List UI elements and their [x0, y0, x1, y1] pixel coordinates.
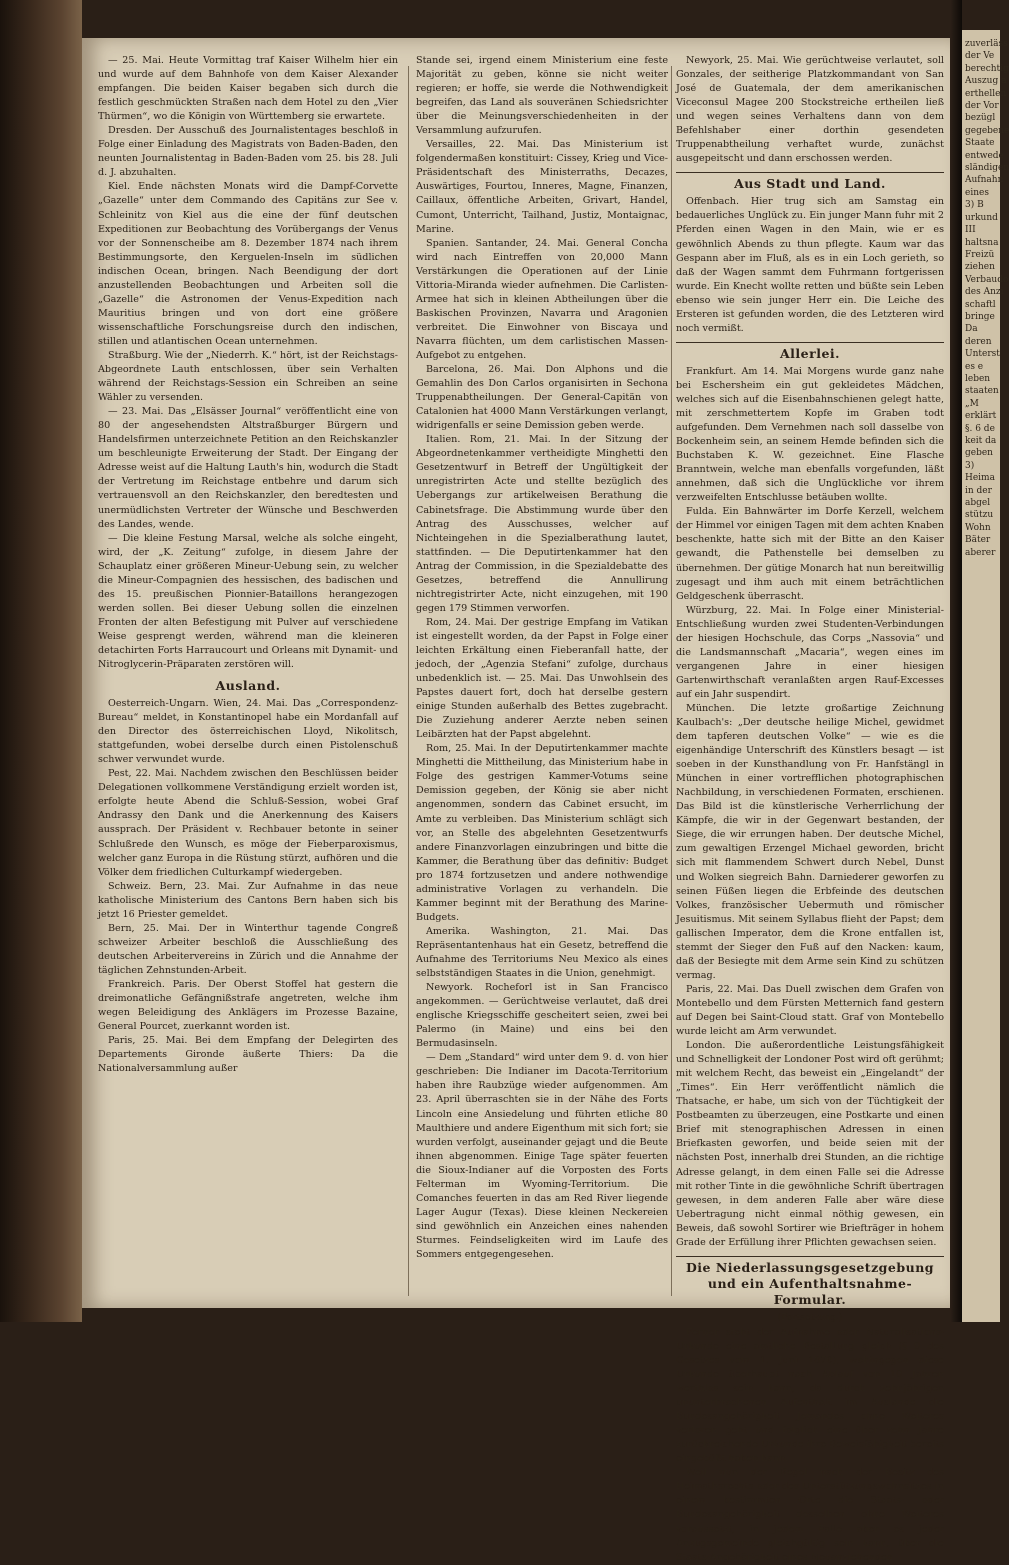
article-paragraph: Oesterreich-Ungarn. Wien, 24. Mai. Das „Correspondenz-Bureau“ meldet, in Konstantinopel habe ein Mordanfall auf den Director des österreichischen Lloyd, Nikolitsch, stattgefunden, wobei derselbe durch einen Pistolenschuß schwer verwundet wurde. — [98, 698, 398, 766]
section-heading-allerlei: Allerlei. — [676, 342, 944, 362]
book-gutter — [950, 0, 962, 1322]
section-heading-stadt-und-land: Aus Stadt und Land. — [676, 172, 944, 192]
article-paragraph: Frankfurt. Am 14. Mai Morgens wurde ganz nahe bei Eschersheim ein gut gekleidetes Mädchen, welches sich auf die Eisenbahnschienen gelegt hatte, mit zerschmettertem Kopfe im Graben todt aufgefunden. Dem Vernehmen nach soll dasselbe von Bockenheim sein, an seinem Hemde befinden sich die Buchstaben K. W. gezeichnet. Eine Flasche Branntwein, welche man ebenfalls vorgefunden, läßt annehmen, daß sich die Unglückliche vor ihrem verzweifelten Entschlusse betäuben wollte. — [676, 365, 944, 504]
article-paragraph: Versailles, 22. Mai. Das Ministerium ist folgendermaßen konstituirt: Cissey, Krieg und Vice-Präsidentschaft des Ministerraths, Decazes, Auswärtiges, Fourtou, Inneres, Magne, Finanzen, Caillaux, öffentliche Arbeiten, Grivart, Handel, Cumont, Unterricht, Tailhand, Justiz, Montaignac, Marine. — [416, 139, 668, 235]
section-heading-niederlassung: Die Niederlassungsgesetzgebung und ein Aufenthaltsnahme-Formular. — [676, 1256, 944, 1308]
article-paragraph: Paris, 22. Mai. Das Duell zwischen dem Grafen von Montebello und dem Fürsten Metternich fand gestern auf Degen bei Saint-Cloud statt. Graf von Montebello wurde leicht am Arm verwundet. — [676, 983, 944, 1038]
article-paragraph: Bern, 25. Mai. Der in Winterthur tagende Congreß schweizer Arbeiter beschloß die Ausschließung des deutschen Arbeitervereins in Zürich und die Annahme der täglichen Zehnstunden-Arbeit. — [98, 922, 398, 976]
section-subheading: (Fortsetzung.) — [777, 1312, 843, 1323]
column-1 — [98, 54, 398, 1294]
facing-page-text: zuverläss der Ve berechtig Auszug a erthellen der Vor bezügl gegebene Staate entwede sländigen Aufnahn eines 3) B urkund III haltsna Freizü ziehen Verbaudo des Anzi schaftl bringe Da deren Unterst es e leben staaten „M erklärt §. 6 de keit da geben 3) Heima in der abgel stützu Wohn Bäter aberer — [965, 39, 1009, 558]
article-paragraph: Kiel. Ende nächsten Monats wird die Dampf-Corvette „Gazelle“ unter dem Commando des Capitäns zur See v. Schleinitz von Kiel aus die eine der fünf deutschen Expeditionen zur Beobachtung des Vorübergangs der Venus vor der Sonnenscheibe am 8. Dezember 1874 nach ihrem Bestimmungsorte, den Kerguelen-Inseln im südlichen indischen Ocean, bringen. Nach Beendigung der dort anzustellenden Beobachtungen und Arbeiten soll die „Gazelle“ die Astronomen der Venus-Expedition nach Mauritius bringen und von dort eine größere wissenschaftliche Forschungsreise durch den indischen, stillen und atlantischen Ocean unternehmen. — [98, 181, 398, 347]
column-rule — [408, 66, 409, 1296]
article-paragraph: Schweiz. Bern, 23. Mai. Zur Aufnahme in das neue katholische Ministerium des Cantons Bern haben sich bis jetzt 16 Priester gemeldet. — [98, 880, 398, 920]
section-heading-ausland: Ausland. — [215, 678, 281, 694]
column-2 — [416, 54, 668, 1294]
facing-page-edge — [962, 30, 1009, 1322]
article-paragraph: Amerika. Washington, 21. Mai. Das Repräsentantenhaus hat ein Gesetz, betreffend die Aufnahme des Territoriums Neu Mexico als eines selbstständigen Staates in die Union, genehmigt. — [416, 925, 668, 980]
article-paragraph: München. Die letzte großartige Zeichnung Kaulbach's: „Der deutsche heilige Michel, gewidmet dem tapferen deutschen Volke“ — wie es die eigenhändige Unterschrift des Künstlers besagt — ist soeben in der Kunsthandlung von Fr. Hanfstängl in München in einer vortrefflichen photographischen Nachbildung, in verschiedenen Formaten, erschienen. Das Bild ist die künstlerische Verherrlichung der Kämpfe, die wir in der Gegenwart bestanden, der Siege, die wir errungen haben. Der deutsche Michel, zum gewaltigen Erzengel Michael geworden, bricht sich mit flammendem Schwert durch Nebel, Dunst und Wolken siegreich Bahn. Darniederer geworfen zu seinen Füßen liegen die Erbfeinde des deutschen Volkes, französischer Uebermuth und römischer Jesuitismus. Mit seinem Syllabus flieht der Papst; dem gallischen Imperator, dem die Krone entfallen ist, stemmt der Sieger den Fuß auf den Nacken: kaum, daß der Besiegte mit dem Arme sein Kind zu schützen vermag. — [676, 702, 944, 981]
article-paragraph: Würzburg, 22. Mai. In Folge einer Ministerial-Entschließung wurden zwei Studenten-Verbindungen der hiesigen Hochschule, das Corps „Nassovia“ und die Landsmannschaft „Macaria“, wegen eines im vergangenen Jahre in einer hiesigen Gartenwirthschaft veranlaßten argen Rauf-Excesses auf ein Jahr suspendirt. — [676, 604, 944, 700]
article-paragraph: — Die kleine Festung Marsal, welche als solche eingeht, wird, der „K. Zeitung“ zufolge, in diesem Jahre der Schauplatz einer größeren Mineur-Uebung sein, zu welcher die Mineur-Compagnien des hessischen, des badischen und des 15. preußischen Pionnier-Bataillons herangezogen werden sollen. Bei dieser Uebung sollen die einzelnen Fronten der alten Befestigung mit Pulver auf verschiedene Weise gesprengt werden, während man die kleineren detachirten Forts Harraucourt und Orleans mit Dynamit- und Nitroglycerin-Präparaten zerstören will. — [98, 532, 398, 671]
article-paragraph: — 23. Mai. Das „Elsässer Journal“ veröffentlicht eine von 80 der angesehendsten Altstraßburger Bürgern und Handelsfirmen unterzeichnete Petition an den Reichskanzler um beschleunigte Erweiterung der Stadt. Der Eingang der Adresse weist auf die Haltung Lauth's hin, wodurch die Stadt der Vertretung im Reichstage entbehre und darum sich vertrauensvoll an den Reichskanzler, den beredtesten und unermüdlichsten Vertreter der Wünsche und Beschwerden des Landes, wende. — [98, 406, 398, 530]
article-paragraph: Straßburg. Wie der „Niederrh. K.“ hört, ist der Reichstags-Abgeordnete Lauth entschlossen, über sein Verhalten während der Reichstags-Session ein Schreiben an seine Wähler zu versenden. — [98, 349, 398, 404]
article-paragraph: Ferner steht der Aufnahme oder Naturalisations-Urkunde eine amtliche Bestallung gleich (§ 9 des Gesetzes vom 1. Juni 1870), wohingegen diese Urkunde überhaupt nach Ablauf von 10 Jahren werthlos sein kann, da durch zehnjährigen ununterbrochenen Aufenthalt im Auslande die Bundesangehörigkeit Jemandes ohne Weiteres verloren geht und folglich eine über zehn Jahre zurückreichende Urkunde ihre Beweisfähigkeit bereits eingebüßt haben kann. — [676, 1326, 944, 1465]
article-paragraph: Paris, 25. Mai. Bei dem Empfang der Delegirten des Departements Gironde äußerte Thiers: Da die Nationalversammlung außer — [98, 1035, 398, 1075]
article-paragraph: Newyork, 25. Mai. Wie gerüchtweise verlautet, soll Gonzales, der seitherige Platzkommandant von San José de Guatemala, der dem amerikanischen Viceconsul Magee 200 Stockstreiche ertheilen ließ und wegen seines Verhaltens dann von dem Befehlshaber einer dorthin gesendeten Truppenabtheilung verhaftet wurde, zunächst ausgepeitscht und dann erschossen werden. — [676, 55, 944, 165]
article-paragraph: Offenbach. Hier trug sich am Samstag ein bedauerliches Unglück zu. Ein junger Mann fuhr mit 2 Pferden einen Wagen in den Main, wie er es gewöhnlich Abends zu thun pflegte. Kaum war das Gespann aber im Fluß, als es in ein Loch gerieth, so daß der Wagen sammt dem Fuhrmann fortgerissen wurde. Ein Knecht wollte retten und büßte sein Leben ebenso wie sein junger Herr ein. Die Leiche des Ersteren ist gefunden worden, die des Letzteren wird noch vermißt. — [676, 196, 944, 334]
article-paragraph: Fulda. Ein Bahnwärter im Dorfe Kerzell, welchem der Himmel vor einigen Tagen mit dem achten Knaben beschenkte, hatte sich mit der Bitte an den Kaiser gewandt, die Pathenstelle bei demselben zu übernehmen. Der gütige Monarch hat nun bereitwillig zugesagt und ihm auch mit einem beträchtlichen Geldgeschenk überrascht. — [676, 506, 944, 602]
column-3 — [676, 54, 944, 1563]
article-paragraph: Italien. Rom, 21. Mai. In der Sitzung der Abgeordnetenkammer vertheidigte Minghetti den Gesetzentwurf in Betreff der Ungültigkeit der unregistrirten Acte und stellte bezüglich des Uebergangs zur artikelweisen Berathung die Cabinetsfrage. Die Abstimmung wurde über den Antrag des Ausschusses, welcher auf Nichteingehen in die Spezialberathung lautet, stattfinden. — Die Deputirtenkammer hat den Antrag der Commission, in die Spezialdebatte des Gesetzes, betreffend die Annullirung nichtregistrirter Acte, nicht einzugehen, mit 190 gegen 179 Stimmen verworfen. — [416, 434, 668, 614]
column-rule — [671, 66, 672, 1296]
book-spine — [0, 0, 82, 1322]
article-paragraph: Frankreich. Paris. Der Oberst Stoffel hat gestern die dreimonatliche Gefängnißstrafe angetreten, welche ihm wegen Beleidigung des Anklägers im Prozesse Bazaine, General Pourcet, zuerkannt worden ist. — [98, 979, 398, 1033]
article-paragraph: Barcelona, 26. Mai. Don Alphons und die Gemahlin des Don Carlos organisirten in Sechona Truppenabtheilungen. Der General-Capitän von Catalonien hat 4000 Mann Verstärkungen verlangt, widrigenfalls er seine Demission geben werde. — [416, 364, 668, 432]
article-paragraph: Newyork. Rocheforl ist in San Francisco angekommen. — Gerüchtweise verlautet, daß drei englische Kriegsschiffe gescheitert seien, zwei bei Palermo (in Maine) und eins bei den Bermudasinseln. — [416, 982, 668, 1050]
article-paragraph: — 25. Mai. Heute Vormittag traf Kaiser Wilhelm hier ein und wurde auf dem Bahnhofe von dem Kaiser Alexander empfangen. Die beiden Kaiser begaben sich durch die festlich geschmückten Straßen nach dem Hotel zu den „Vier Thürmen“, wo die Königin von Württemberg sie erwartete. — [98, 55, 398, 123]
article-paragraph: — Dem „Standard“ wird unter dem 9. d. von hier geschrieben: Die Indianer im Dacota-Territorium haben ihre Raubzüge wieder aufgenommen. Am 23. April überraschten sie in der Nähe des Forts Lincoln eine Ansiedelung und führten etliche 80 Maulthiere und andere Eigenthum mit sich fort; sie wurden verfolgt, auseinander gejagt und die Beute ihnen abgenommen. Einige Tage später feuerten die Sioux-Indianer auf die Vorposten des Forts Felterman im Wyoming-Territorium. Die Comanches feuerten in das am Red River liegende Lager Augur (Texas). Diese kleinen Neckereien sind gewöhnlich ein Anzeichen eines nahenden Sturmes. Feindseligkeiten wird im Laufe des Sommers entgegengesehen. — [416, 1052, 668, 1260]
article-paragraph: Pest, 22. Mai. Nachdem zwischen den Beschlüssen beider Delegationen vollkommene Verständigung erzielt worden ist, erfolgte heute Abend die Schluß-Session, wobei Graf Andrassy den Dank und die Anerkennung des Kaisers aussprach. Der Präsident v. Rechbauer betonte in seiner Schlußrede den Wunsch, es möge der Fieberparoxismus, welcher ganz Europa in die Rüstung stürzt, aufhören und die Völker dem friedlichen Culturkampf wiedergeben. — [98, 768, 398, 878]
article-paragraph: Weil nun der Regel nach der Besitz des Heimathsrechts oder des Unterstützungswohnsitzes in einem bestimmten Orte die Staats- oder Bundesangehörigkeit desselben ohne Weiteres voraussetzt, in jedem Falle aber es jeder Anzugsgemeinde gleichgültig sein kann, über die Staats-Angehörigkeit eines Neuanziehenden — [676, 1467, 944, 1563]
article-paragraph: Spanien. Santander, 24. Mai. General Concha wird nach Eintreffen von 20,000 Mann Verstärkungen die Operationen auf der Linie Vittoria-Miranda wieder aufnehmen. Die Carlisten-Armee hat sich in kleinen Abtheilungen über die Baskischen Provinzen, Navarra und Aragonien verbreitet. Die Einwohner von Biscaya und Navarra flüchten, um dem carlistischen Massen-Aufgebot zu entgehen. — [416, 237, 668, 361]
article-paragraph: London. Die außerordentliche Leistungsfähigkeit und Schnelligkeit der Londoner Post wird oft gerühmt; mit welchem Recht, das beweist ein „Eingelandt“ der „Times“. Ein Herr veröffentlicht nämlich die Thatsache, er habe, um sich von der Tüchtigkeit der Postbeamten zu überzeugen, eine Postkarte und einen Brief mit stenographischen Adressen in einen Briefkasten geworfen, und beide seien mit der nächsten Post, innerhalb drei Stunden, an die richtige Adresse gelangt, in dem einen Falle sei die Adresse mit rother Tinte in die gewöhnliche Schrift übertragen gewesen, in dem anderen Falle aber wäre diese Uebertragung nicht einmal nöthig gewesen, ein Beweis, daß sowohl Sortirer wie Briefträger in hohem Grade der Erfüllung ihrer Pflichten gewachsen seien. — [676, 1040, 944, 1248]
article-paragraph: Rom, 24. Mai. Der gestrige Empfang im Vatikan ist eingestellt worden, da der Papst in Folge einer leichten Erkältung einen Fieberanfall hatte, der jedoch, der „Agenzia Stefani“ zufolge, durchaus unbedenklich ist. — 25. Mai. Das Unwohlsein des Papstes dauert fort, doch hat derselbe gestern einige Stunden außerhalb des Bettes zugebracht. Die Zuziehung anderer Aerzte neben seinen Leibärzten hat der Papst abgelehnt. — [416, 616, 668, 741]
article-paragraph: Rom, 25. Mai. In der Deputirtenkammer machte Minghetti die Mittheilung, das Ministerium habe in Folge des gestrigen Kammer-Votums seine Demission gegeben, der König sie aber nicht angenommen, sondern das Cabinet ersucht, im Amte zu verbleiben. Das Ministerium schlägt sich vor, an Stelle des abgelehnten Gesetzentwurfs andere Finanzvorlagen einzubringen und bitte die Kammer, die Berathung über das definitiv: Budget pro 1874 fortzusetzen und andere nothwendige administrative Vorlagen zu verhandeln. Die Kammer beginnt mit der Berathung des Marine-Budgets. — [416, 743, 668, 923]
article-paragraph: Stande sei, irgend einem Ministerium eine feste Majorität zu geben, könne sie nicht weiter regieren; er hoffe, sie werde die Nothwendigkeit begreifen, das Land als souveränen Schiedsrichter über die Meinungsverschiedenheiten in der Versammlung aufzurufen. — [416, 55, 668, 137]
article-paragraph: Dresden. Der Ausschuß des Journalistentages beschloß in Folge einer Einladung des Magistrats von Baden-Baden, den neunten Journalistentag in Baden-Baden vom 25. bis 28. Juli d. J. abzuhalten. — [98, 125, 398, 179]
